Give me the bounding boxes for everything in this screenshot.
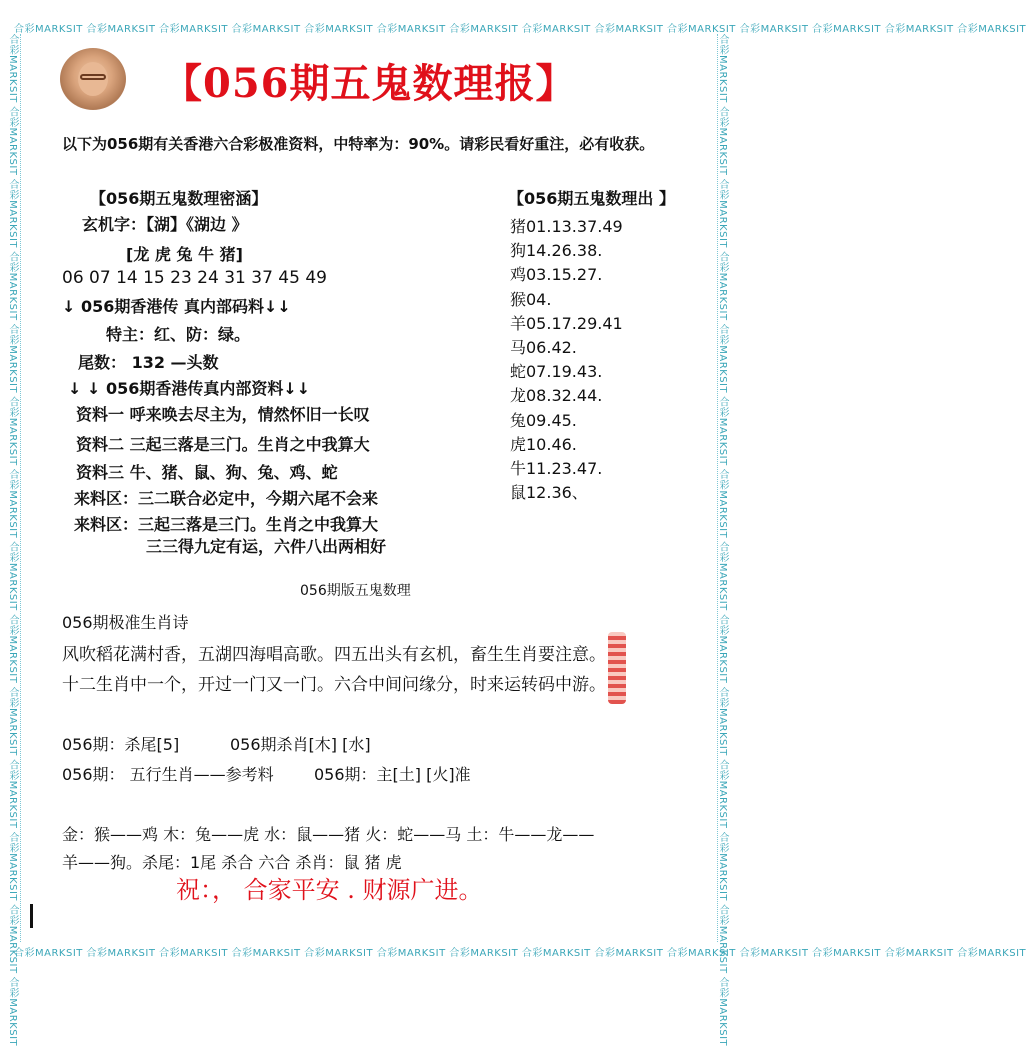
hk-header-2: ↓ ↓ 056期香港传真内部资料↓↓ — [68, 379, 311, 398]
page-title: 【056期五鬼数理报】 — [162, 60, 577, 107]
zodiac-number-row: 猴04. — [510, 289, 552, 309]
hk-header-1: ↓ 056期香港传 真内部码料↓↓ — [62, 297, 291, 316]
blessing-text: 祝：， 合家平安 . 财源广进。 — [176, 876, 483, 904]
poem-line-1: 风吹稻花满村香，五湖四海唱高歌。四五出头有玄机，畜生生肖要注意。 — [62, 645, 606, 665]
tail-text: 尾数： 132 —头数 — [78, 353, 219, 372]
poem-title: 056期极准生肖诗 — [62, 613, 189, 632]
intro-text: 以下为056期有关香港六合彩极准资料，中特率为：90%。请彩民看好重注，必有收获。 — [62, 135, 655, 153]
kill-tail: 056期：杀尾[5] — [62, 735, 180, 754]
right-border-pattern: 合彩MARKSIT 合彩MARKSIT 合彩MARKSIT 合彩MARKSIT 合彩MARKSIT 合彩MARKSIT 合彩MARKSIT 合彩MARKSIT 合彩MARKSIT 合彩MARKSIT 合彩MARKSIT 合彩MARKSIT 合彩MARKSIT 合彩MARKSIT — [717, 34, 728, 1046]
zodiac-number-row: 马06.42. — [510, 338, 577, 357]
text-cursor — [30, 904, 33, 928]
zodiac-picks: [龙 虎 兔 牛 猪] — [126, 245, 243, 264]
laiqu-line-2: 来料区：三起三落是三门。生肖之中我算大 — [74, 515, 379, 534]
zodiac-number-row: 蛇07.19.43. — [510, 362, 603, 382]
zodiac-number-row: 猪01.13.37.49 — [510, 217, 623, 236]
laiqu-line-3: 三三得九定有运，六件八出两相好 — [146, 537, 387, 556]
data-line-1: 资料一 呼来唤去尽主为，情然怀旧一长叹 — [76, 405, 370, 424]
poem-line-2: 十二生肖中一个，开过一门又一门。六合中间问缘分，时来运转码中游。 — [62, 675, 606, 695]
avatar — [60, 48, 126, 110]
zodiac-number-row: 兔09.45. — [510, 410, 577, 430]
avatar-glasses — [80, 74, 106, 80]
right-heading: 【056期五鬼数理出 】 — [508, 189, 675, 208]
riddle-text: 玄机字：【湖】《湖边 》 — [82, 215, 248, 234]
special-text: 特主：红、防：绿。 — [106, 325, 251, 344]
left-heading: 【056期五鬼数理密涵】 — [90, 189, 268, 208]
data-line-2: 资料二 三起三落是三门。生肖之中我算大 — [76, 435, 370, 454]
bottom-border-pattern: 合彩MARKSIT 合彩MARKSIT 合彩MARKSIT 合彩MARKSIT 合彩MARKSIT 合彩MARKSIT 合彩MARKSIT 合彩MARKSIT 合彩MARKSIT 合彩MARKSIT 合彩MARKSIT 合彩MARKSIT 合彩MARKSIT 合彩MARKSIT — [14, 948, 1026, 959]
number-picks: 06 07 14 15 23 24 31 37 45 49 — [62, 268, 327, 288]
mid-title: 056期版五鬼数理 — [300, 583, 411, 599]
laiqu-line-1: 来料区：三二联合必定中，今期六尾不会来 — [74, 489, 379, 508]
zodiac-number-row: 牛11.23.47. — [510, 459, 603, 478]
elements-line-1: 金：猴——鸡 木：兔——虎 水：鼠——猪 火：蛇——马 土：牛——龙—— — [62, 825, 595, 844]
zodiac-number-row: 龙08.32.44. — [510, 386, 603, 406]
zodiac-number-row: 虎10.46. — [510, 434, 577, 454]
left-border-pattern: 合彩MARKSIT 合彩MARKSIT 合彩MARKSIT 合彩MARKSIT 合彩MARKSIT 合彩MARKSIT 合彩MARKSIT 合彩MARKSIT 合彩MARKSIT 合彩MARKSIT 合彩MARKSIT 合彩MARKSIT 合彩MARKSIT 合彩MARKSIT — [7, 34, 18, 1046]
zodiac-number-row: 鸡03.15.27. — [510, 265, 603, 285]
top-border-pattern: 合彩MARKSIT 合彩MARKSIT 合彩MARKSIT 合彩MARKSIT 合彩MARKSIT 合彩MARKSIT 合彩MARKSIT 合彩MARKSIT 合彩MARKSIT 合彩MARKSIT 合彩MARKSIT 合彩MARKSIT 合彩MARKSIT 合彩MARKSIT — [14, 24, 1026, 35]
elements-line-2: 羊——狗。杀尾：1尾 杀合 六合 杀肖：鼠 猪 虎 — [62, 853, 402, 872]
zodiac-number-row: 鼠12.36、 — [510, 483, 588, 503]
data-line-3: 资料三 牛、猪、鼠、狗、兔、鸡、蛇 — [76, 463, 338, 482]
main-element: 056期：主[土] [火]准 — [314, 765, 471, 784]
five-elements-ref: 056期： 五行生肖——参考料 — [62, 765, 274, 784]
zodiac-number-row: 狗14.26.38. — [510, 241, 603, 261]
kill-zodiac: 056期杀肖[木] [水] — [230, 735, 371, 754]
zodiac-number-row: 羊05.17.29.41 — [510, 313, 623, 333]
side-stamp — [608, 632, 626, 704]
